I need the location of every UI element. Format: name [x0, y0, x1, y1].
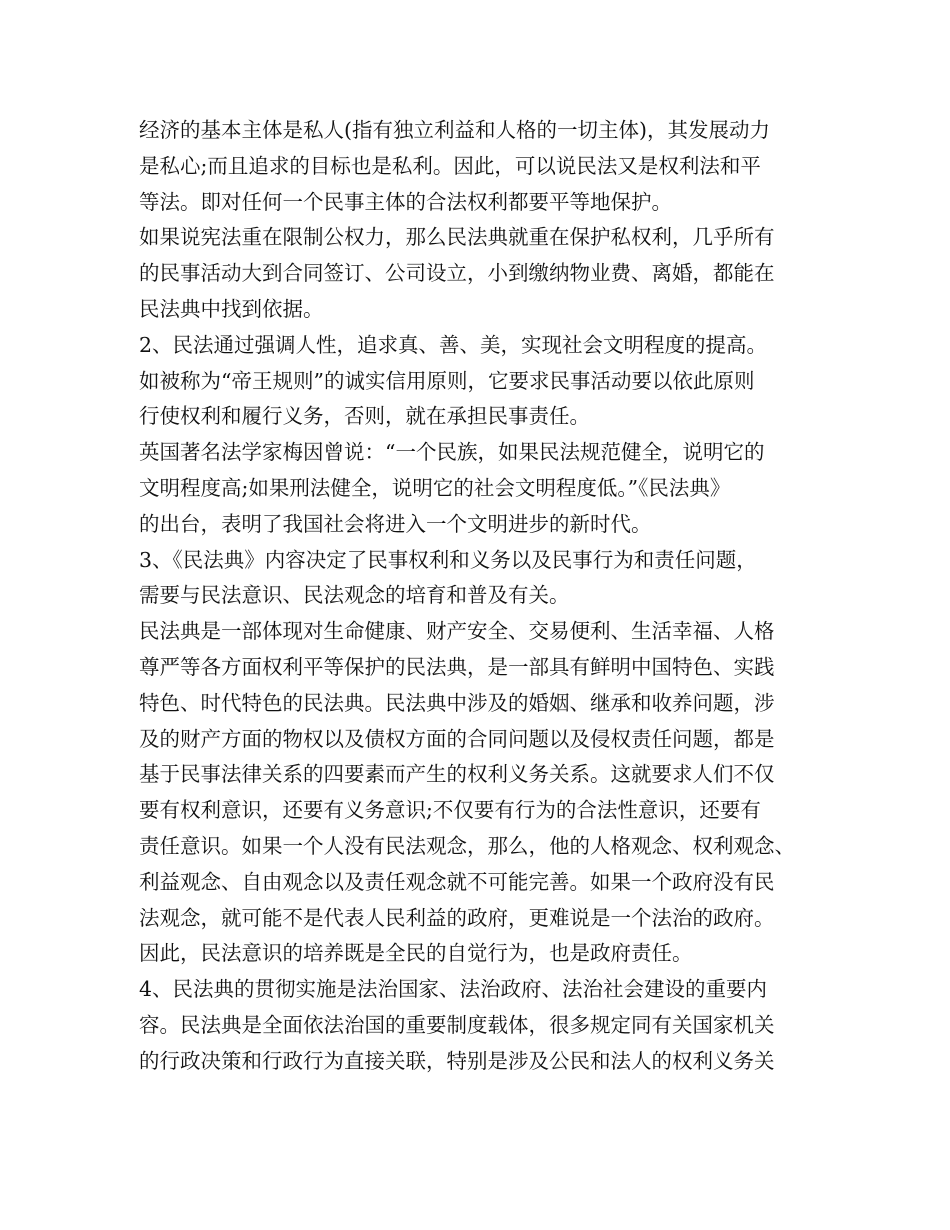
text-line: 容。民法典是全面依法治国的重要制度载体，很多规定同有关国家机关: [139, 1012, 775, 1037]
text-line: 及的财产方面的物权以及债权方面的合同问题以及侵权责任问题，都是: [139, 726, 775, 751]
text-line: 责任意识。如果一个人没有民法观念，那么，他的人格观念、权利观念、: [139, 833, 795, 858]
text-line: 的出台，表明了我国社会将进入一个文明进步的新时代。: [139, 511, 652, 536]
text-line: 因此，民法意识的培养既是全民的自觉行为，也是政府责任。: [139, 941, 693, 966]
text-line: 特色、时代特色的民法典。民法典中涉及的婚姻、继承和收养问题，涉: [139, 690, 775, 715]
text-line: 需要与民法意识、民法观念的培育和普及有关。: [139, 583, 570, 608]
text-line: 经济的基本主体是私人(指有独立利益和人格的一切主体)，其发展动力: [139, 118, 770, 142]
text-line: 的民事活动大到合同签订、公司设立，小到缴纳物业费、离婚，都能在: [139, 261, 775, 286]
text-line: 基于民事法律关系的四要素而产生的权利义务关系。这就要求人们不仅: [139, 762, 775, 787]
text-line: 如被称为“帝王规则”的诚实信用原则，它要求民事活动要以依此原则: [139, 368, 755, 393]
text-line: 是私心;而且追求的目标也是私利。因此，可以说民法又是权利法和平: [139, 153, 761, 178]
text-line: 的行政决策和行政行为直接关联，特别是涉及公民和法人的权利义务关: [139, 1048, 775, 1073]
text-line: 民法典中找到依据。: [139, 296, 324, 321]
text-line: 行使权利和履行义务，否则，就在承担民事责任。: [139, 404, 590, 429]
text-line: 3、《民法典》内容决定了民事权利和义务以及民事行为和责任问题，: [139, 547, 757, 572]
text-line: 民法典是一部体现对生命健康、财产安全、交易便利、生活幸福、人格: [139, 619, 775, 644]
text-line: 要有权利意识，还要有义务意识;不仅要有行为的合法性意识，还要有: [139, 798, 761, 823]
text-line: 尊严等各方面权利平等保护的民法典，是一部具有鲜明中国特色、实践: [139, 654, 775, 679]
text-line: 英国著名法学家梅因曾说：“一个民族，如果民法规范健全，说明它的: [139, 440, 765, 465]
text-line: 如果说宪法重在限制公权力，那么民法典就重在保护私权利，几乎所有: [139, 225, 775, 250]
body-text: [139, 113, 829, 1080]
text-line: 法观念，就可能不是代表人民利益的政府，更难说是一个法治的政府。: [139, 905, 775, 930]
text-line: 2、民法通过强调人性，追求真、善、美，实现社会文明程度的提高。: [139, 332, 768, 357]
text-line: 文明程度高;如果刑法健全，说明它的社会文明程度低。”《民法典》: [139, 475, 731, 500]
text-line: 4、民法典的贯彻实施是法治国家、法治政府、法治社会建设的重要内: [139, 977, 768, 1002]
text-line: 等法。即对任何一个民事主体的合法权利都要平等地保护。: [139, 189, 672, 214]
text-line: 利益观念、自由观念以及责任观念就不可能完善。如果一个政府没有民: [139, 869, 775, 894]
